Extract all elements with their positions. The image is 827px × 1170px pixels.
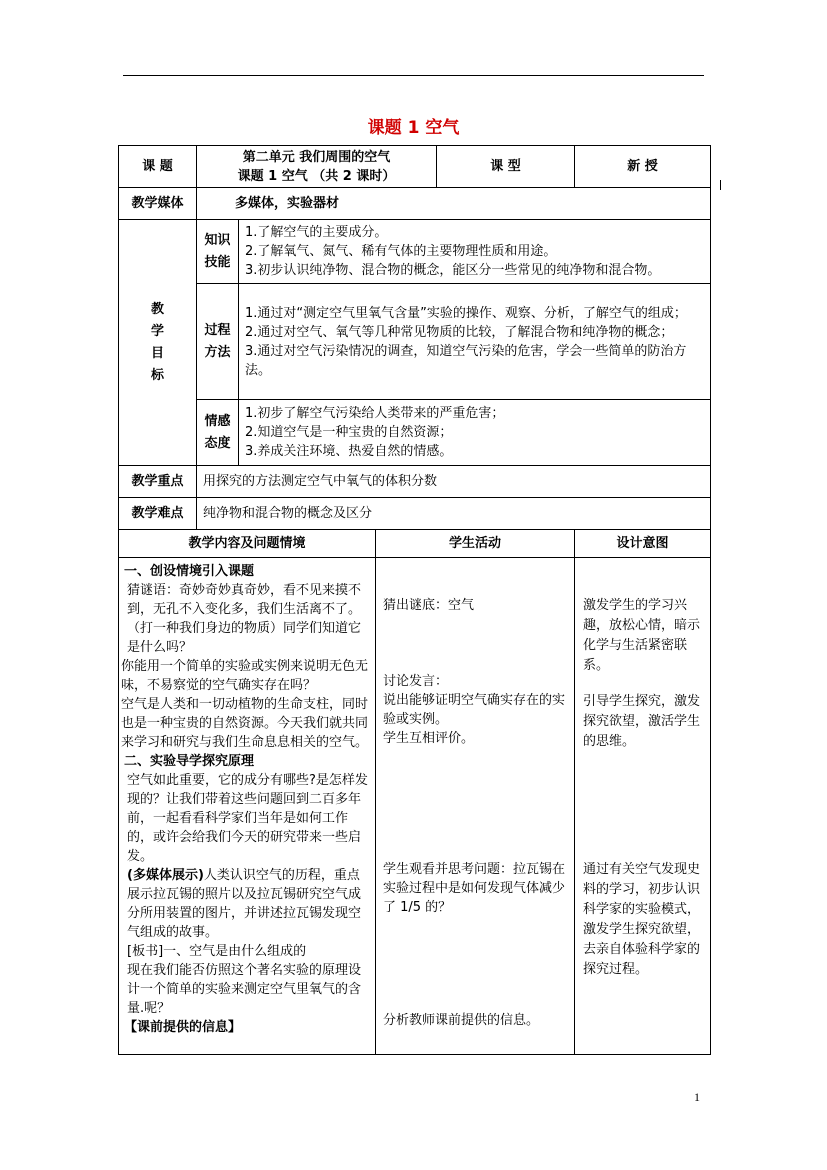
topic-cell [197,146,437,188]
objectives-label: 教 学 目 标 [119,220,197,466]
column-header-content: 教学内容及问题情境 [119,530,376,558]
intent-history: 通过有关空气发现史料的学习，初步认识科学家的实验模式，激发学生探究欲望，去亲自体验科学家的探究过程。 [583,862,701,977]
section-heading: 二、实验导学探究原理 [124,754,255,769]
difficulty-label: 教学难点 [119,498,197,530]
objective-group-items: 1.初步了解空气污染给人类带来的严重危害； 2.知道空气是一种宝贵的自然资源； 3.养成关注环境、热爱自然的情感。 [239,400,711,466]
section-heading: 一、创设情境引入课题 [124,564,255,579]
objective-group-items: 1.了解空气的主要成分。 2.了解氧气、氮气、稀有气体的主要物理性质和用途。 3.初步认识纯净物、混合物的概念，能区分一些常见的纯净物和混合物。 [239,220,711,284]
media-value: 多媒体，实验器材 [197,188,711,220]
topic-line-1: 第二单元 我们周围的空气 [242,149,391,165]
type-value: 新 授 [575,146,711,188]
type-label: 课 型 [437,146,575,188]
media-label: 教学媒体 [119,188,197,220]
activity-discussion: 讨论发言： 说出能够证明空气确实存在的实验或实例。 学生互相评价。 [383,674,566,746]
activity-guess: 猜出谜底：空气 [383,598,475,613]
page-title: 课题 1 空气 [367,118,460,138]
lesson-plan-table [118,145,711,1055]
intent-cell [575,558,711,1055]
key-point-value: 用探究的方法测定空气中氧气的体积分数 [197,466,711,498]
objective-group-label: 情感 态度 [197,400,239,466]
topic-label: 课 题 [119,146,197,188]
key-point-label: 教学重点 [119,466,197,498]
content-cell [119,558,376,1055]
margin-mark [720,180,721,190]
intro-paragraph: 空气是人类和一切动植物的生命支柱，同时也是一种宝贵的自然资源。今天我们就共同来学习和研究与我们生命息息相关的空气。 [121,697,369,750]
history-paragraph: 空气如此重要，它的成分有哪些?是怎样发现的？让我们带着这些问题回到二百多年前，一起看看科学家们当年是如何工作的，或许会给我们今天的研究带来一些启发。 [127,773,368,864]
experiment-paragraph: 现在我们能否仿照这个著名实验的原理设计一个简单的实验来测定空气里氧气的含量.呢？ [127,963,362,1016]
page-number: 1 [694,1090,700,1104]
objective-group-label: 过程 方法 [197,284,239,400]
objective-group-items: 1.通过对“测定空气里氧气含量”实验的操作、观察、分析，了解空气的组成； 2.通过对空气、氧气等几种常见物质的比较，了解混合物和纯净物的概念； 3.通过对空气污染情况的调查，知道空气污染的危害，学会一些简单的防治方法。 [239,284,711,400]
column-header-intent: 设计意图 [575,530,711,558]
difficulty-value: 纯净物和混合物的概念及区分 [197,498,711,530]
question-paragraph: 你能用一个简单的实验或实例来说明无色无味，不易察觉的空气确实存在吗？ [121,659,369,693]
intent-explore: 引导学生探究，激发探究欲望，激活学生的思维。 [583,694,701,749]
topic-line-2: 课题 1 空气 （共 2 课时） [237,168,396,184]
header-rule [123,75,704,76]
multimedia-paragraph: (多媒体展示)人类认识空气的历程，重点展示拉瓦锡的照片以及拉瓦锡研究空气成分所用装置的图片，并讲述拉瓦锡发现空气组成的故事。 [127,868,362,940]
activity-observe: 学生观看并思考问题：拉瓦锡在实验过程中是如何发现气体减少了 1/5 的？ [383,862,566,915]
activity-analyze: 分析教师课前提供的信息。 [383,1013,540,1028]
board-note: [板书]一、空气是由什么组成的 [127,944,307,959]
objective-group-label: 知识 技能 [197,220,239,284]
info-heading: 【课前提供的信息】 [124,1020,242,1035]
column-header-activity: 学生活动 [376,530,575,558]
intent-interest: 激发学生的学习兴趣，放松心情，暗示化学与生活紧密联系。 [583,598,701,673]
riddle-paragraph: 猜谜语：奇妙奇妙真奇妙，看不见来摸不到，无孔不入变化多，我们生活离不了。（打一种我们身边的物质）同学们知道它是什么吗？ [127,583,362,655]
activity-cell [376,558,575,1055]
